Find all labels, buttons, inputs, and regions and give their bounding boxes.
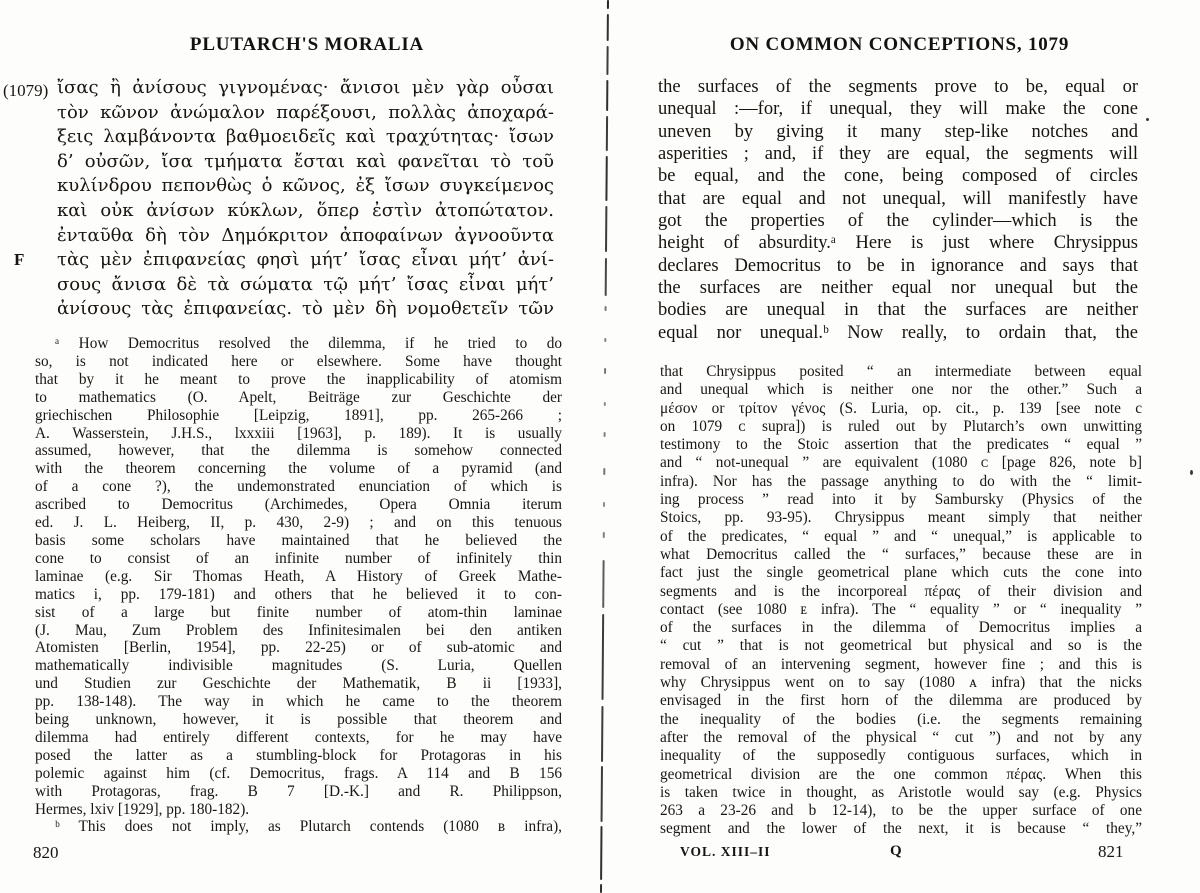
text-line: ᵃ How Democritus resolved the dilemma, if he tried to do <box>55 335 562 352</box>
text-line: segment and the lower of the next, it is because “ they,” <box>660 820 1142 838</box>
text-line: basis some scholars have maintained that he believed the <box>35 531 562 549</box>
text-line: ascribed to Democritus (Archimedes, Opera Omnia iterum <box>35 496 562 514</box>
text-line: posed the latter as a stumbling-block for Protagoras in his <box>35 746 562 764</box>
right-page-number: 821 <box>1098 842 1124 861</box>
text-line: of the surfaces in the dilemma of Democritus implies a <box>660 619 1142 637</box>
text-line: on 1079 ᴄ supra]) is ruled out by Plutarch’s own unwitting <box>660 417 1142 435</box>
left-page-number: 820 <box>33 843 59 862</box>
text-line: τὰς μὲν ἐπιφανείας φησὶ μήτ’ ἴσας εἶναι μήτ’ ἀνί- <box>57 249 554 271</box>
text-line: with Protagoras, frag. B 7 [D.-K.] and R. Philippson, <box>35 782 562 800</box>
right-footnote-block <box>660 363 1142 839</box>
text-line: Atomisten [Berlin, 1954], pp. 22-25) or of sub-atomic and <box>35 639 562 657</box>
text-line: ed. J. L. Heiberg, II, p. 430, 2-9) ; and on this tenuous <box>35 514 562 532</box>
text-line: that by it he meant to prove the inapplicability of atomism <box>35 370 562 388</box>
text-line: so, is not indicated here or elsewhere. Some have thought <box>35 352 562 370</box>
text-line: infra). Nor has the passage anything to do with the “ limit- <box>660 472 1142 490</box>
text-line: that Chrysippus posited “ an intermediate between equal <box>660 363 1142 380</box>
text-line: segments and is the incorporeal πέρας of their division and <box>660 582 1142 600</box>
text-line: ξεις λαμβάνοντα βαθμοειδεῖς καὶ τραχύτητας· ἴσων <box>57 126 554 148</box>
text-line: ing process ” read into it by Sambursky (Physics of the <box>660 491 1142 509</box>
text-line: ᵇ This does not imply, as Plutarch contends (1080 ʙ infra), <box>55 818 562 836</box>
text-line: removal of an intervening segment, however fine ; and this is <box>660 655 1142 673</box>
text-line: griechischen Philosophie [Leipzig, 1891], pp. 265-266 ; <box>35 406 562 424</box>
text-line: equal nor unequal.ᵇ Now really, to ordain that, the <box>658 322 1138 343</box>
text-line: to mathematics (O. Apelt, Beiträge zur Geschichte der <box>35 388 562 406</box>
text-line: testimony to the Stoic assertion that the predicates “ equal ” <box>660 436 1142 454</box>
text-line: A. Wasserstein, J.H.S., lxxxiii [1963], p. 189). It is usually <box>35 424 562 442</box>
text-line: be equal, and the cone, being composed of circles <box>658 166 1138 187</box>
text-line: fact just the single geometrical plane which cuts the cone into <box>660 564 1142 582</box>
text-line: μέσον or τρίτον γένος (S. Luria, op. cit., p. 139 [see note c <box>660 399 1142 417</box>
text-line: laminae (e.g. Sir Thomas Heath, A History of Greek Mathe- <box>35 567 562 585</box>
text-line: why Chrysippus went on to say (1080 ᴀ infra) that the nicks <box>660 674 1142 692</box>
text-line: and “ not-unequal ” are equivalent (1080 ᴄ [page 826, note b] <box>660 454 1142 472</box>
text-line: dilemma had entirely different contexts, for he may have <box>35 728 562 746</box>
text-line: ἴσας ἢ ἀνίσους γιγνομένας· ἄνισοι μὲν γὰρ οὖσαι <box>57 77 554 98</box>
text-line: cone to consist of an infinite number of infinitely thin <box>35 549 562 567</box>
text-line: the inequality of the bodies (i.e. the segments remaining <box>660 710 1142 728</box>
text-line: inequality of the supposedly contiguous surfaces, which in <box>660 747 1142 765</box>
text-line: τὸν κῶνον ἀνώμαλον παρέξουσι, πολλὰς ἀποχαρά- <box>57 101 554 123</box>
text-line: σους ἄνισα δὲ τὰ σώματα τῷ μήτ’ ἴσας εἶναι μήτ’ <box>57 273 554 295</box>
text-line: matics i, pp. 179-181) and others that he believed it to con- <box>35 585 562 603</box>
text-line: envisaged in the first horn of the dilemma are produced by <box>660 692 1142 710</box>
text-line: got the properties of the cylinder—which is the <box>658 211 1138 232</box>
text-line: ἀνίσους τὰς ἐπιφανείας. τὸ μὲν δὴ νομοθετεῖν τῶν <box>57 298 554 320</box>
left-running-head: PLUTARCH'S MORALIA <box>189 34 425 55</box>
text-line: bodies are unequal in that the surfaces are neither <box>658 300 1138 321</box>
text-line: sist of a large but finite number of atom-thin laminae <box>35 603 562 621</box>
text-line: und Studien zur Geschichte der Mathematik, B ii [1933], <box>35 675 562 693</box>
text-line: geometrical division are the one common πέρας. When this <box>660 765 1142 783</box>
volume-label: VOL. XIII–II <box>680 844 771 859</box>
text-line: declares Democritus to be in ignorance and says that <box>658 255 1138 276</box>
right-page-footer <box>602 842 1200 866</box>
text-line: “ cut ” that is not geometrical but physical and so is the <box>660 637 1142 655</box>
text-line: the surfaces of the segments prove to be, equal or <box>658 77 1138 97</box>
greek-text-block <box>57 76 554 322</box>
text-line: Stoics, pp. 93-95). Chrysippus meant simply that neither <box>660 509 1142 527</box>
text-line: 263 a 23-26 and b 12-14), to be the upper surface of one <box>660 802 1142 820</box>
text-line: being unknown, however, it is possible that theorem and <box>35 711 562 729</box>
translation-text-block <box>658 76 1138 344</box>
text-line: of a cone ?), the undemonstrated enunciation of which is <box>35 478 562 496</box>
text-line: κυλίνδρου πεπονθὼς ὁ κῶνος, ἐξ ἴσων συγκείμενος <box>57 175 554 197</box>
stephanus-section-marker: (1079) <box>3 81 49 100</box>
text-line: δ’ οὐσῶν, ἴσα τμήματα ἔσται καὶ φανεῖται τὸ τοῦ <box>57 150 554 172</box>
text-line: mathematically indivisible magnitudes (S. Luria, Quellen <box>35 657 562 675</box>
text-line: καὶ οὐκ ἀνίσων κύκλων, ὅπερ ἐστὶν ἀτοπώτατον. <box>57 199 554 221</box>
text-line: after the removal of the physical “ cut ”) and not by any <box>660 728 1142 746</box>
text-line: assumed, however, that the dilemma is somehow connected <box>35 442 562 460</box>
text-line: (J. Mau, Zum Problem des Infinitesimalen bei den antiken <box>35 621 562 639</box>
text-line: uneven by giving it many step-like notches and <box>658 121 1138 142</box>
text-line: Hermes, lxiv [1929], pp. 180-182). <box>35 800 250 818</box>
text-line: that are equal and not unequal, will manifestly have <box>658 188 1138 209</box>
text-line: the surfaces are neither equal nor unequal but the <box>658 278 1138 299</box>
right-running-head: ON COMMON CONCEPTIONS, 1079 <box>729 34 1070 55</box>
text-line: height of absurdity.ᵃ Here is just where Chrysippus <box>658 233 1138 254</box>
text-line: is taken twice in thought, as Aristotle would say (e.g. Physics <box>660 783 1142 801</box>
right-page <box>602 0 1200 893</box>
scan-speck <box>1190 470 1193 475</box>
text-line: and unequal which is neither one nor the other.” Such a <box>660 381 1142 399</box>
left-footnote-block <box>35 335 562 836</box>
text-line: contact (see 1080 ᴇ infra). The “ equality ” or “ inequality ” <box>660 600 1142 618</box>
text-line: polemic against him (cf. Democritus, frags. A 114 and B 156 <box>35 764 562 782</box>
text-line: unequal :—for, if unequal, they will make the cone <box>658 99 1138 120</box>
text-line: what Democritus called the “ surfaces,” because these are in <box>660 545 1142 563</box>
text-line: of the predicates, “ equal ” and “ unequal,” is applicable to <box>660 527 1142 545</box>
text-line: ἐνταῦθα δὴ τὸν Δημόκριτον ἀποφαίνων ἀγνοοῦντα <box>57 224 554 246</box>
text-line: with the theorem concerning the volume of a pyramid (and <box>35 460 562 478</box>
left-page <box>0 0 598 893</box>
signature-mark: Q <box>890 843 902 859</box>
stephanus-margin-letter-f: F <box>14 250 25 269</box>
scan-speck <box>1146 118 1149 121</box>
text-line: pp. 138-148). The way in which he came to the theorem <box>35 693 562 711</box>
text-line: asperities ; and, if they are equal, the segments will <box>658 144 1138 165</box>
